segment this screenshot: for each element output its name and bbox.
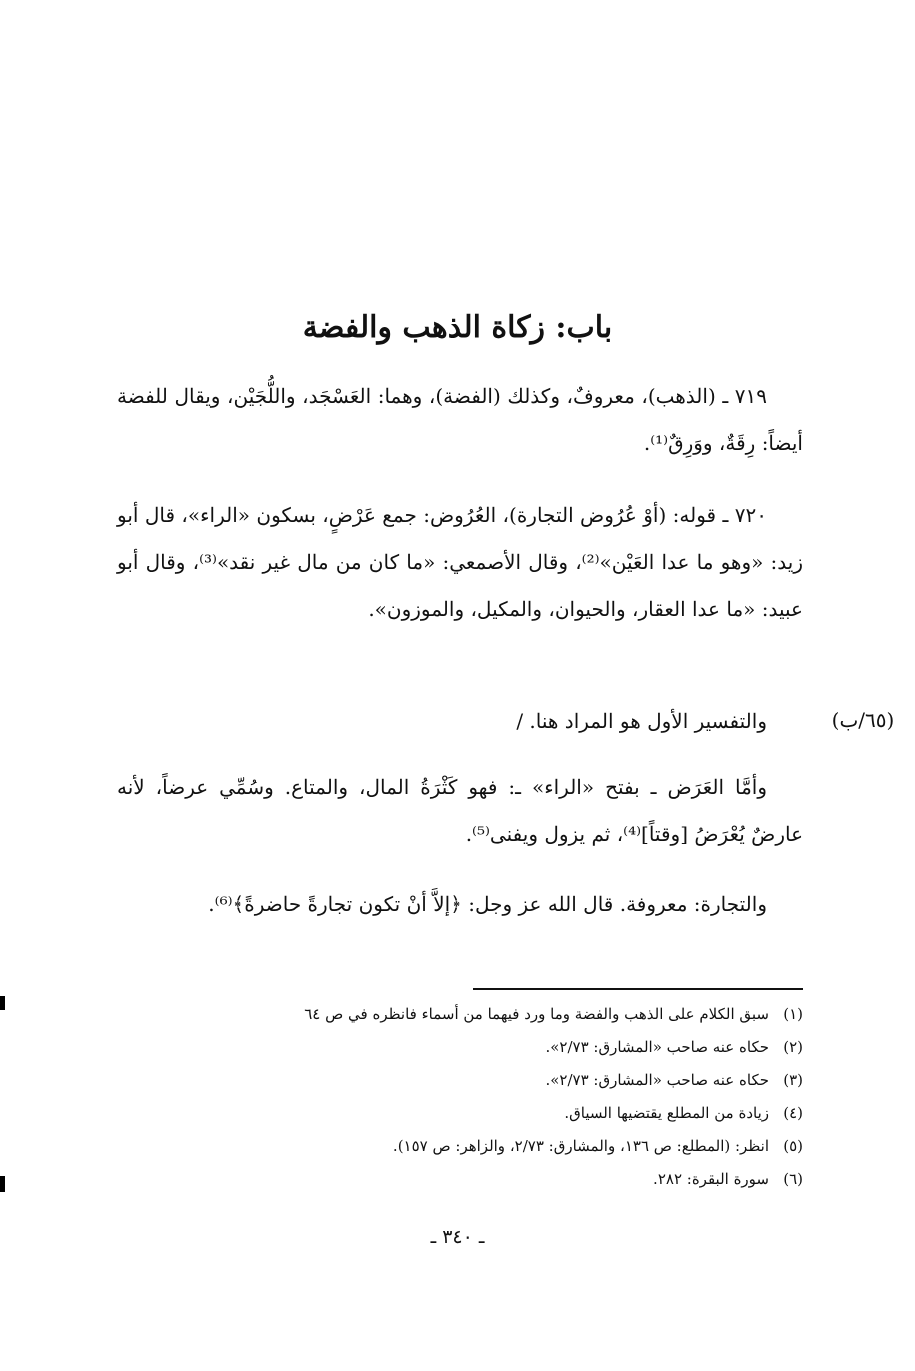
paragraph-arad-text: وأمَّا العَرَض ـ بفتح «الراء» ـ: فهو كَثْرَةُ المال، والمتاع. وسُمِّي عرضاً، لأنه عارضٌ يُعْرَضُ [وقتاً]⁽⁴⁾، ثم يزول ويفنى⁽⁵⁾. — [117, 775, 803, 846]
footnote-number: (٢) — [783, 1038, 803, 1056]
manuscript-folio-marker: (٦٥/ب) — [831, 708, 895, 732]
footnote-number: (٦) — [783, 1170, 803, 1188]
footnote — [117, 1031, 803, 1064]
paragraph-719 — [117, 373, 803, 467]
footnote-separator — [473, 988, 803, 990]
footnote — [117, 1163, 803, 1196]
footnotes-list — [117, 998, 803, 1196]
paragraph-tafsir-text: والتفسير الأول هو المراد هنا. / — [516, 709, 767, 733]
scan-edge-mark — [0, 996, 5, 1010]
footnote-number: (٤) — [783, 1104, 803, 1122]
footnote-text: سبق الكلام على الذهب والفضة وما ورد فيهما من أسماء فانظره في ص ٦٤ — [304, 1005, 769, 1023]
footnote — [117, 1130, 803, 1163]
footnote-text: زيادة من المطلع يقتضيها السياق. — [564, 1104, 769, 1122]
footnote-text: انظر: (المطلع: ص ١٣٦، والمشارق: ٢/٧٣، والزاهر: ص ١٥٧). — [392, 1137, 769, 1155]
footnote-number: (٣) — [783, 1071, 803, 1089]
paragraph-720 — [117, 492, 803, 633]
footnote-number: (١) — [783, 1005, 803, 1023]
footnote-number: (٥) — [783, 1137, 803, 1155]
footnote-text: حكاه عنه صاحب «المشارق: ٢/٧٣». — [545, 1071, 769, 1089]
paragraph-720-text: ٧٢٠ ـ قوله: (أوْ عُرُوض التجارة)، العُرُوض: جمع عَرْضٍ، بسكون «الراء»، قال أبو زيد: «وهو ما عدا العَيْن»⁽²⁾، وقال الأصمعي: «ما كان من مال غير نقد»⁽³⁾، وقال أبو عبيد: «ما عدا العقار، والحيوان، والمكيل، والموزون». — [117, 503, 803, 621]
chapter-heading: باب: زكاة الذهب والفضة — [302, 310, 613, 345]
paragraph-tijara-text: والتجارة: معروفة. قال الله عز وجل: ﴿إلاَّ أنْ تكون تجارةً حاضرةً﴾⁽⁶⁾. — [208, 892, 767, 916]
footnote — [117, 1064, 803, 1097]
footnote-text: حكاه عنه صاحب «المشارق: ٢/٧٣». — [545, 1038, 769, 1056]
scan-edge-mark — [0, 1176, 5, 1192]
footnote — [117, 1097, 803, 1130]
footnote-text: سورة البقرة: ٢٨٢. — [653, 1170, 769, 1188]
footnote — [117, 998, 803, 1031]
paragraph-tijara — [117, 881, 803, 928]
paragraph-arad — [117, 764, 803, 858]
paragraph-719-text: ٧١٩ ـ (الذهب)، معروفٌ، وكذلك (الفضة)، وهما: العَسْجَد، واللُّجَيْن، ويقال للفضة أيضاً: رِقَةٌ، ووَرِقٌ⁽¹⁾. — [117, 384, 803, 455]
page-number: ـ ٣٤٠ ـ — [430, 1226, 485, 1248]
paragraph-tafsir — [117, 698, 803, 745]
